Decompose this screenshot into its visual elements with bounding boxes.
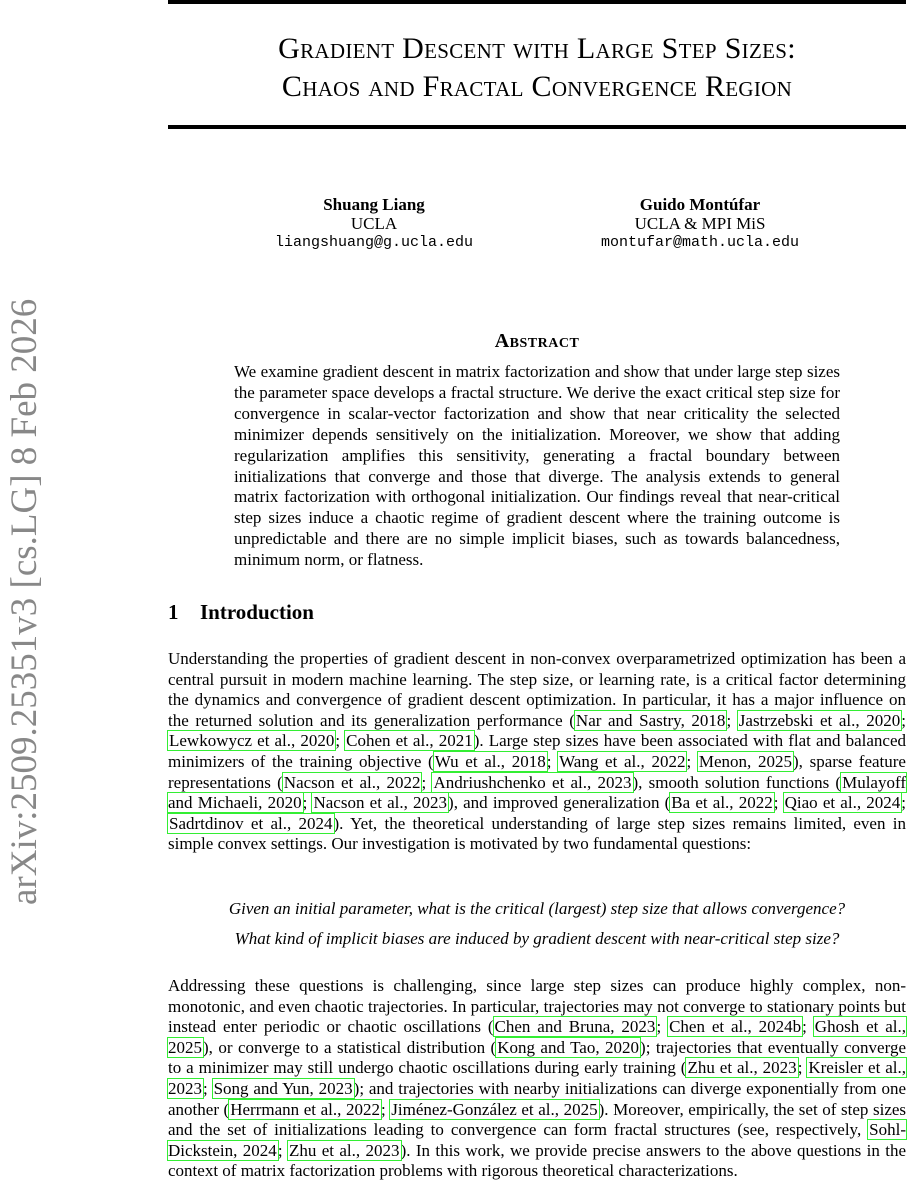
citation-link[interactable]: Nacson et al., 2022 [283,772,421,792]
paragraph-text: ). Yet, the theoretical understanding of large step sizes remains limited, even in simple convex settings. Our investigation is motivated by two fundamental questions: [168,813,906,854]
citation-link[interactable]: Sadrtdinov et al., 2024 [169,813,333,833]
section-title: Introduction [200,600,314,624]
paragraph-text: ; [546,751,559,771]
section-number: 1 [168,600,179,624]
arxiv-identifier: arXiv:2509.25351v3 [cs.LG] 8 Feb 2026 [4,298,45,905]
author-name: Guido Montúfar [639,195,761,214]
paragraph-text: Addressing these questions is challenging, since large step sizes can produce highly complex, non-monotonic, and even chaotic trajectories. In particular, trajectories may not converge to stationary points but instead enter periodic or chaotic oscillations ( [168,976,906,1037]
author-block-2 [550,195,850,252]
paragraph-text: ; [421,772,433,792]
research-question-2: What kind of implicit biases are induced by gradient descent with near-critical step size? [234,929,840,948]
paragraph-text: ; [380,1099,391,1119]
author-block-1 [224,195,524,252]
author-email[interactable]: liangshuang@g.ucla.edu [274,234,474,251]
paragraph-text: ; [335,731,346,751]
paragraph-text: ; [773,793,784,813]
citation-link[interactable]: Wang et al., 2022 [559,751,686,771]
citation-link[interactable]: Nacson et al., 2023 [313,793,448,813]
paragraph-text: ), sparse feature representations ( [168,751,906,792]
paragraph-text: ; [797,1058,808,1078]
citation-link[interactable]: Sohl-Dickstein, 2024 [168,1120,906,1160]
paragraph-text: ), smooth solution functions ( [632,772,842,792]
citation-link[interactable]: Andriushchenko et al., 2023 [433,772,632,792]
paragraph-text: ). Moreover, empirically, the set of step sizes and the set of initializations leading to convergence can form fractal structures (see, respectively, [168,1099,907,1140]
citation-link[interactable]: Chen and Bruna, 2023 [494,1017,656,1037]
citation-link[interactable]: Ghosh et al., 2025 [168,1017,907,1057]
paragraph-text: ; [203,1078,213,1098]
intro-paragraph-1 [168,649,906,855]
section-heading [168,600,314,625]
citation-link[interactable]: Qiao et al., 2024 [784,793,901,813]
citation-link[interactable]: Jastrzebski et al., 2020 [738,710,901,730]
title-line-2: Chaos and Fractal Convergence Region [281,70,793,103]
citation-link[interactable]: Wu et al., 2018 [434,751,546,771]
citation-link[interactable]: Herrmann et al., 2022 [230,1099,380,1119]
paragraph-text: ); and trajectories with nearby initializations can diverge exponentially from one another ( [168,1078,906,1119]
citation-link[interactable]: Kreisler et al., 2023 [168,1058,906,1098]
citation-link[interactable]: Zhu et al., 2023 [687,1058,797,1078]
citation-link[interactable]: Menon, 2025 [698,751,792,771]
title-top-rule [168,0,906,4]
paragraph-text: ; [901,710,906,730]
paragraph-text: ). Large step sizes have been associated with flat and balanced minimizers of the training objective ( [168,731,906,771]
abstract-text: We examine gradient descent in matrix factorization and show that under large step sizes the parameter space develops a fractal structure. We derive the exact critical step size for convergence in scalar-vector factorization and show that near criticality the selected minimizer depends sensitively on the initialization. Moreover, we show that adding regularization amplifies this sensitivity, generating a fractal boundary between initializations that converge and those that diverge. The analysis extends to general matrix factorization with orthogonal initialization. Our findings reveal that near-critical step sizes induce a chaotic regime of gradient descent where the training outcome is unpredictable and there are no simple implicit biases, such as towards balancedness, minimum norm, or flatness. [234,362,840,570]
paragraph-text: ; [686,751,698,771]
title-bottom-rule [168,125,906,129]
paragraph-text: ; [726,710,738,730]
author-name: Shuang Liang [323,195,425,214]
research-question-1: Given an initial parameter, what is the critical (largest) step size that allows convergence? [228,899,846,918]
abstract-heading: Abstract [494,330,580,352]
paragraph-text: ); trajectories that eventually converge to a minimizer may still undergo chaotic oscillations during early training ( [168,1037,907,1078]
author-email[interactable]: montufar@math.ucla.edu [600,234,800,251]
paragraph-text: ), or converge to a statistical distribution ( [203,1037,497,1057]
paragraph-text: ; [802,1017,814,1037]
paragraph-text: ; [302,793,313,813]
paragraph-text: ; [901,793,906,813]
citation-link[interactable]: Song and Yun, 2023 [213,1078,353,1098]
paragraph-text: ; [656,1017,669,1037]
citation-link[interactable]: Lewkowycz et al., 2020 [169,731,335,751]
citation-link[interactable]: Chen et al., 2024b [669,1017,802,1037]
citation-link[interactable]: Zhu et al., 2023 [288,1140,400,1160]
author-affiliation: UCLA [350,214,398,233]
citation-link[interactable]: Kong and Tao, 2020 [497,1037,640,1057]
paragraph-text: ), and improved generalization ( [448,793,671,813]
paper-title [168,30,906,106]
intro-paragraph-2 [168,976,906,1182]
author-affiliation: UCLA & MPI MiS [634,214,766,233]
citation-link[interactable]: Nar and Sastry, 2018 [575,710,726,730]
citation-link[interactable]: Mulayoff and Michaeli, 2020 [168,772,906,813]
citation-link[interactable]: Cohen et al., 2021 [346,731,473,751]
citation-link[interactable]: Ba et al., 2022 [671,793,773,813]
title-line-1: Gradient Descent with Large Step Sizes: [278,32,796,65]
paragraph-text: ). In this work, we provide precise answers to the above questions in the context of matrix factorization problems with rigorous theoretical characterizations. [168,1140,906,1181]
paragraph-text: ; [277,1140,288,1160]
paragraph-text: Understanding the properties of gradient descent in non-convex overparametrized optimization has been a central pursuit in modern machine learning. The step size, or learning rate, is a critical factor determining the dynamics and convergence of gradient descent optimization. In particular, it has a major influence on the returned solution and its generalization performance ( [168,649,906,730]
citation-link[interactable]: Jiménez-González et al., 2025 [391,1099,598,1119]
